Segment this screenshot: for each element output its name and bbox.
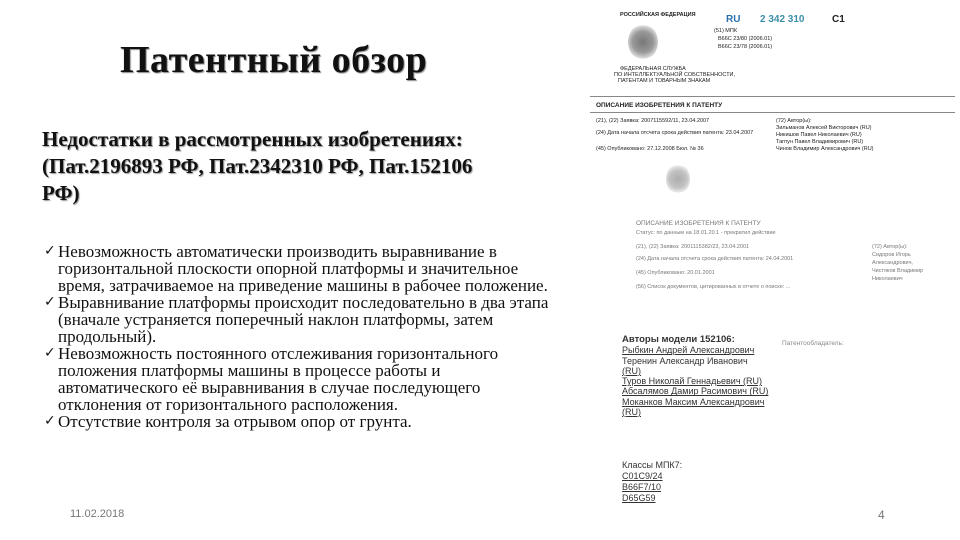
authors-header: Авторы модели 152106: [622, 334, 735, 345]
patent-author: Никишов Павел Николаевич (RU) [776, 132, 862, 138]
mpk-code: B66C 23/78 (2006.01) [718, 44, 773, 50]
mpk-classes [622, 460, 822, 504]
checkmark-icon: ✓ [44, 243, 56, 259]
patent2-heading: ОПИСАНИЕ ИЗОБРЕТЕНИЯ К ПАТЕНТУ [636, 220, 761, 227]
patent-kind: C1 [832, 14, 845, 25]
page-number: 4 [878, 508, 885, 522]
footer-date: 11.02.2018 [70, 508, 125, 520]
drawback-item [44, 294, 614, 345]
patent-application: (21), (22) Заявка: 2007115592/11, 23.04.2007 [596, 118, 710, 124]
mpk-label: Классы МПК7: [622, 460, 683, 470]
patent-agency: ПО ИНТЕЛЛЕКТУАЛЬНОЙ СОБСТВЕННОСТИ, [614, 72, 736, 78]
patent-author: Зильманов Алексей Викторович (RU) [776, 125, 872, 131]
patent-author: Чинов Владимир Александрович (RU) [776, 146, 874, 152]
drawback-item [44, 345, 614, 413]
drawback-line: (вначале устраняется поперечный наклон платформы, затем [58, 310, 494, 329]
drawback-line: положения платформы машины в процессе работы и [58, 361, 441, 380]
coat-of-arms-emblem-icon [628, 24, 658, 60]
authors-list [622, 335, 882, 417]
author-item: Абсалямов Дамир Расимович (RU) [622, 386, 769, 397]
mpk-label: (51) МПК [714, 28, 738, 34]
mpk-code: B66C 23/80 (2006.01) [718, 36, 773, 42]
author-item: Туров Николай Геннадьевич (RU) [622, 376, 763, 387]
drawback-line: автоматического её выравнивания в случае последующего [58, 378, 481, 397]
patent-document-scan-2 [600, 160, 955, 300]
patent2-side: Николаевич [872, 276, 903, 282]
checkmark-icon: ✓ [44, 413, 56, 429]
patent-number: 2 342 310 [760, 14, 805, 25]
checkmark-icon: ✓ [44, 294, 56, 310]
slide-title: Патентный обзор [120, 39, 428, 81]
patent2-side: Сидоров Игорь [872, 252, 911, 258]
author-item: Моканков Максим Александрович [622, 396, 765, 407]
slide-subtitle [42, 126, 592, 207]
drawback-line: отклонения от горизонтального расположения. [58, 395, 398, 414]
patent-country: РОССИЙСКАЯ ФЕДЕРАЦИЯ [620, 12, 696, 18]
mpk-code-link[interactable]: B66F7/10 [622, 482, 662, 492]
patent-agency: ФЕДЕРАЛЬНАЯ СЛУЖБА [620, 66, 686, 72]
patent-agency: ПАТЕНТАМ И ТОВАРНЫМ ЗНАКАМ [618, 78, 711, 84]
drawback-item [44, 413, 614, 430]
checkmark-icon: ✓ [44, 345, 56, 361]
patent2-line: (24) Дата начала отсчета срока действия патента: 24.04.2001 [636, 256, 794, 262]
patent2-side: Александрович, [872, 260, 913, 266]
patent-holder-label: Патентообладатель: [782, 340, 844, 347]
patent-ru: RU [726, 14, 741, 25]
patent2-side: (72) Автор(ы): [872, 244, 908, 250]
drawback-line: Отсутствие контроля за отрывом опор от грунта. [58, 412, 412, 431]
patent-published: (45) Опубликовано: 27.12.2008 Бюл. № 36 [596, 146, 704, 152]
drawbacks-list [44, 243, 614, 430]
patent2-line: Статус: по данным на 18.01.20.1 - прекратил действие [636, 230, 776, 236]
drawback-line: горизонтальной плоскости опорной платформы и значительное [58, 259, 519, 278]
patent-heading: ОПИСАНИЕ ИЗОБРЕТЕНИЯ К ПАТЕНТУ [596, 102, 723, 109]
mpk-code-link[interactable]: D65G59 [622, 493, 656, 503]
author-item: (RU) [622, 365, 641, 376]
patent2-line: (45) Опубликовано: 20.01.2001 [636, 270, 715, 276]
patent-start-date: (24) Дата начала отсчета срока действия патента: 23.04.2007 [596, 130, 754, 136]
drawback-line: продольный). [58, 327, 157, 346]
subtitle-line: РФ) [42, 181, 80, 205]
patent-authors-label: (72) Автор(ы): [776, 118, 812, 124]
drawback-item [44, 243, 614, 294]
author-item: (RU) [622, 407, 641, 418]
patent2-side: Чистяков Владимир [872, 268, 924, 274]
patent-author: Тагпун Павел Владимирович (RU) [776, 139, 864, 145]
mpk-code-link[interactable]: C01C9/24 [622, 471, 663, 481]
subtitle-line: (Пат.2196893 РФ, Пат.2342310 РФ, Пат.152106 [42, 154, 473, 178]
drawback-line: время, затрачиваемое на приведение машины в рабочее положение. [58, 276, 548, 295]
drawback-line: Выравнивание платформы происходит последовательно в два этапа [58, 293, 549, 312]
subtitle-line: Недостатки в рассмотренных изобретениях: [42, 127, 463, 151]
drawback-line: Невозможность постоянного отслеживания горизонтального [58, 344, 499, 363]
author-item: Рыбкин Андрей Александрович [622, 345, 755, 356]
drawback-line: Невозможность автоматически производить выравнивание в [58, 242, 497, 261]
coat-of-arms-emblem-icon [666, 164, 690, 194]
patent2-line: (21), (22) Заявка: 2001115382/23, 23.04.2001 [636, 244, 750, 250]
patent2-line: (56) Список документов, цитированных в отчете о поиске: ... [636, 284, 791, 290]
author-item: Теренин Александр Иванович [622, 355, 748, 366]
